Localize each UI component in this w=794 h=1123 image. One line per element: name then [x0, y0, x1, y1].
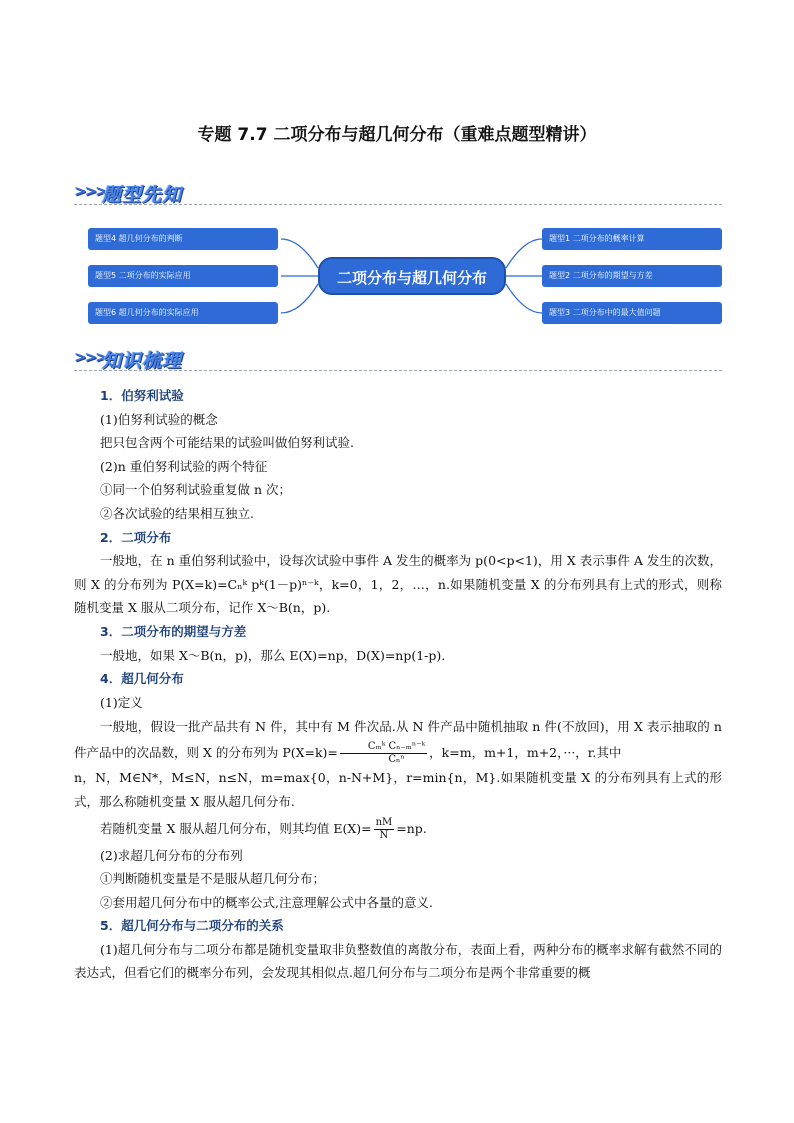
- text-span: 一般地，假设一批产品共有 N 件，其中有 M 件次品.从 N 件产品中随机抽取 n 件(不放回)，用 X 表示抽取的 n 件产品中的次品数，则 X 的分布列为 P(X=k)=: [74, 719, 722, 761]
- section-heading-bernoulli: 1．伯努利试验: [100, 388, 184, 403]
- mindmap-topic-5: 题型5 二项分布的实际应用: [88, 265, 278, 287]
- mindmap-topic-2: 题型2 二项分布的期望与方差: [542, 265, 722, 287]
- mindmap-topic-3: 题型3 二项分布中的最大值问题: [542, 302, 722, 324]
- fraction-hypergeometric: [340, 741, 427, 766]
- text-span: =np.: [396, 820, 427, 836]
- banner-divider: [74, 370, 722, 371]
- fraction-expectation: [374, 817, 395, 842]
- paragraph-relation: (1)超几何分布与二项分布都是随机变量取非负整数值的离散分布，表面上看，两种分布的概率求解有截然不同的表达式，但看它们的概率分布列，会发现其相似点.超几何分布与二项分布是两个非常重要的概: [74, 941, 722, 981]
- fraction-numerator: Cₘᵏ Cₙ₋ₘⁿ⁻ᵏ: [340, 741, 427, 754]
- fraction-denominator: Cₙⁿ: [388, 754, 405, 766]
- text-line: (2)求超几何分布的分布列: [100, 847, 243, 863]
- mindmap-topic-4: 题型4 超几何分布的判断: [88, 228, 278, 250]
- page-title: 专题 7.7 二项分布与超几何分布（重难点题型精讲）: [197, 125, 597, 145]
- section-heading-binomial: 2．二项分布: [100, 529, 172, 545]
- paragraph-hypergeometric-cond: n，N，M∈N*，M≤N，n≤N，m=max{0，n-N+M}，r=min{n，M}.如果随机变量 X 的分布列具有上式的形式，那么称随机变量 X 服从超几何分布.: [74, 770, 722, 809]
- section-heading-binomial-expectation: 3．二项分布的期望与方差: [100, 623, 247, 639]
- paragraph-binomial: 一般地，在 n 重伯努利试验中，设每次试验中事件 A 发生的概率为 p(0<p<1)，用 X 表示事件 A 发生的次数，则 X 的分布列为 P(X=k)=Cₙᵏ pᵏ(1－p)ⁿ⁻ᵏ，k=0，1，2，…，n.如果随机变量 X 的分布列具有上式的形式，则称随机变量 X 服从二项分布，记作 X～B(n，p).: [74, 553, 722, 616]
- text-line: (2)n 重伯努利试验的两个特征: [100, 458, 268, 474]
- banner-label: 题型先知: [102, 184, 183, 206]
- text-line: ②各次试验的结果相互独立.: [100, 505, 254, 521]
- banner-arrows-icon: >>>: [74, 182, 106, 200]
- fraction-denominator: N: [379, 829, 389, 841]
- section-banner-knowledge: [74, 346, 722, 374]
- connector-left-1: [281, 239, 318, 268]
- connector-left-3: [281, 284, 318, 313]
- mindmap-center: 二项分布与超几何分布: [318, 257, 506, 295]
- fraction-numerator: nM: [375, 816, 393, 828]
- text-line: ①同一个伯努利试验重复做 n 次；: [100, 482, 291, 498]
- text-line: (1)定义: [100, 694, 143, 710]
- mindmap-topic-6: 题型6 超几何分布的实际应用: [88, 302, 278, 324]
- knowledge-content: [74, 384, 722, 985]
- banner-arrows-icon: >>>: [74, 348, 106, 366]
- section-heading-hypergeometric: 4．超几何分布: [100, 671, 184, 687]
- section-heading-relation: 5．超几何分布与二项分布的关系: [100, 918, 284, 934]
- text-line: (1)伯努利试验的概念: [100, 411, 218, 427]
- paragraph-hypergeometric-def: [74, 714, 722, 766]
- text-line: 把只包含两个可能结果的试验叫做伯努利试验.: [100, 435, 354, 451]
- text-line: ①判断随机变量是不是服从超几何分布；: [100, 871, 326, 887]
- mindmap-topic-1: 题型1 二项分布的概率计算: [542, 228, 722, 250]
- text-span: 若随机变量 X 服从超几何分布，则其均值 E(X)=: [100, 820, 372, 836]
- connector-right-1: [506, 239, 542, 268]
- connector-right-3: [506, 284, 542, 313]
- text-line: ②套用超几何分布中的概率公式,注意理解公式中各量的意义.: [100, 894, 433, 910]
- text-line-expectation: [100, 814, 722, 844]
- banner-label: 知识梳理: [102, 350, 183, 372]
- text-line: 一般地，如果 X～B(n，p)，那么 E(X)=np，D(X)=np(1-p).: [100, 647, 446, 663]
- text-span: ，k=m，m+1，m+2，···，r.其中: [429, 745, 622, 761]
